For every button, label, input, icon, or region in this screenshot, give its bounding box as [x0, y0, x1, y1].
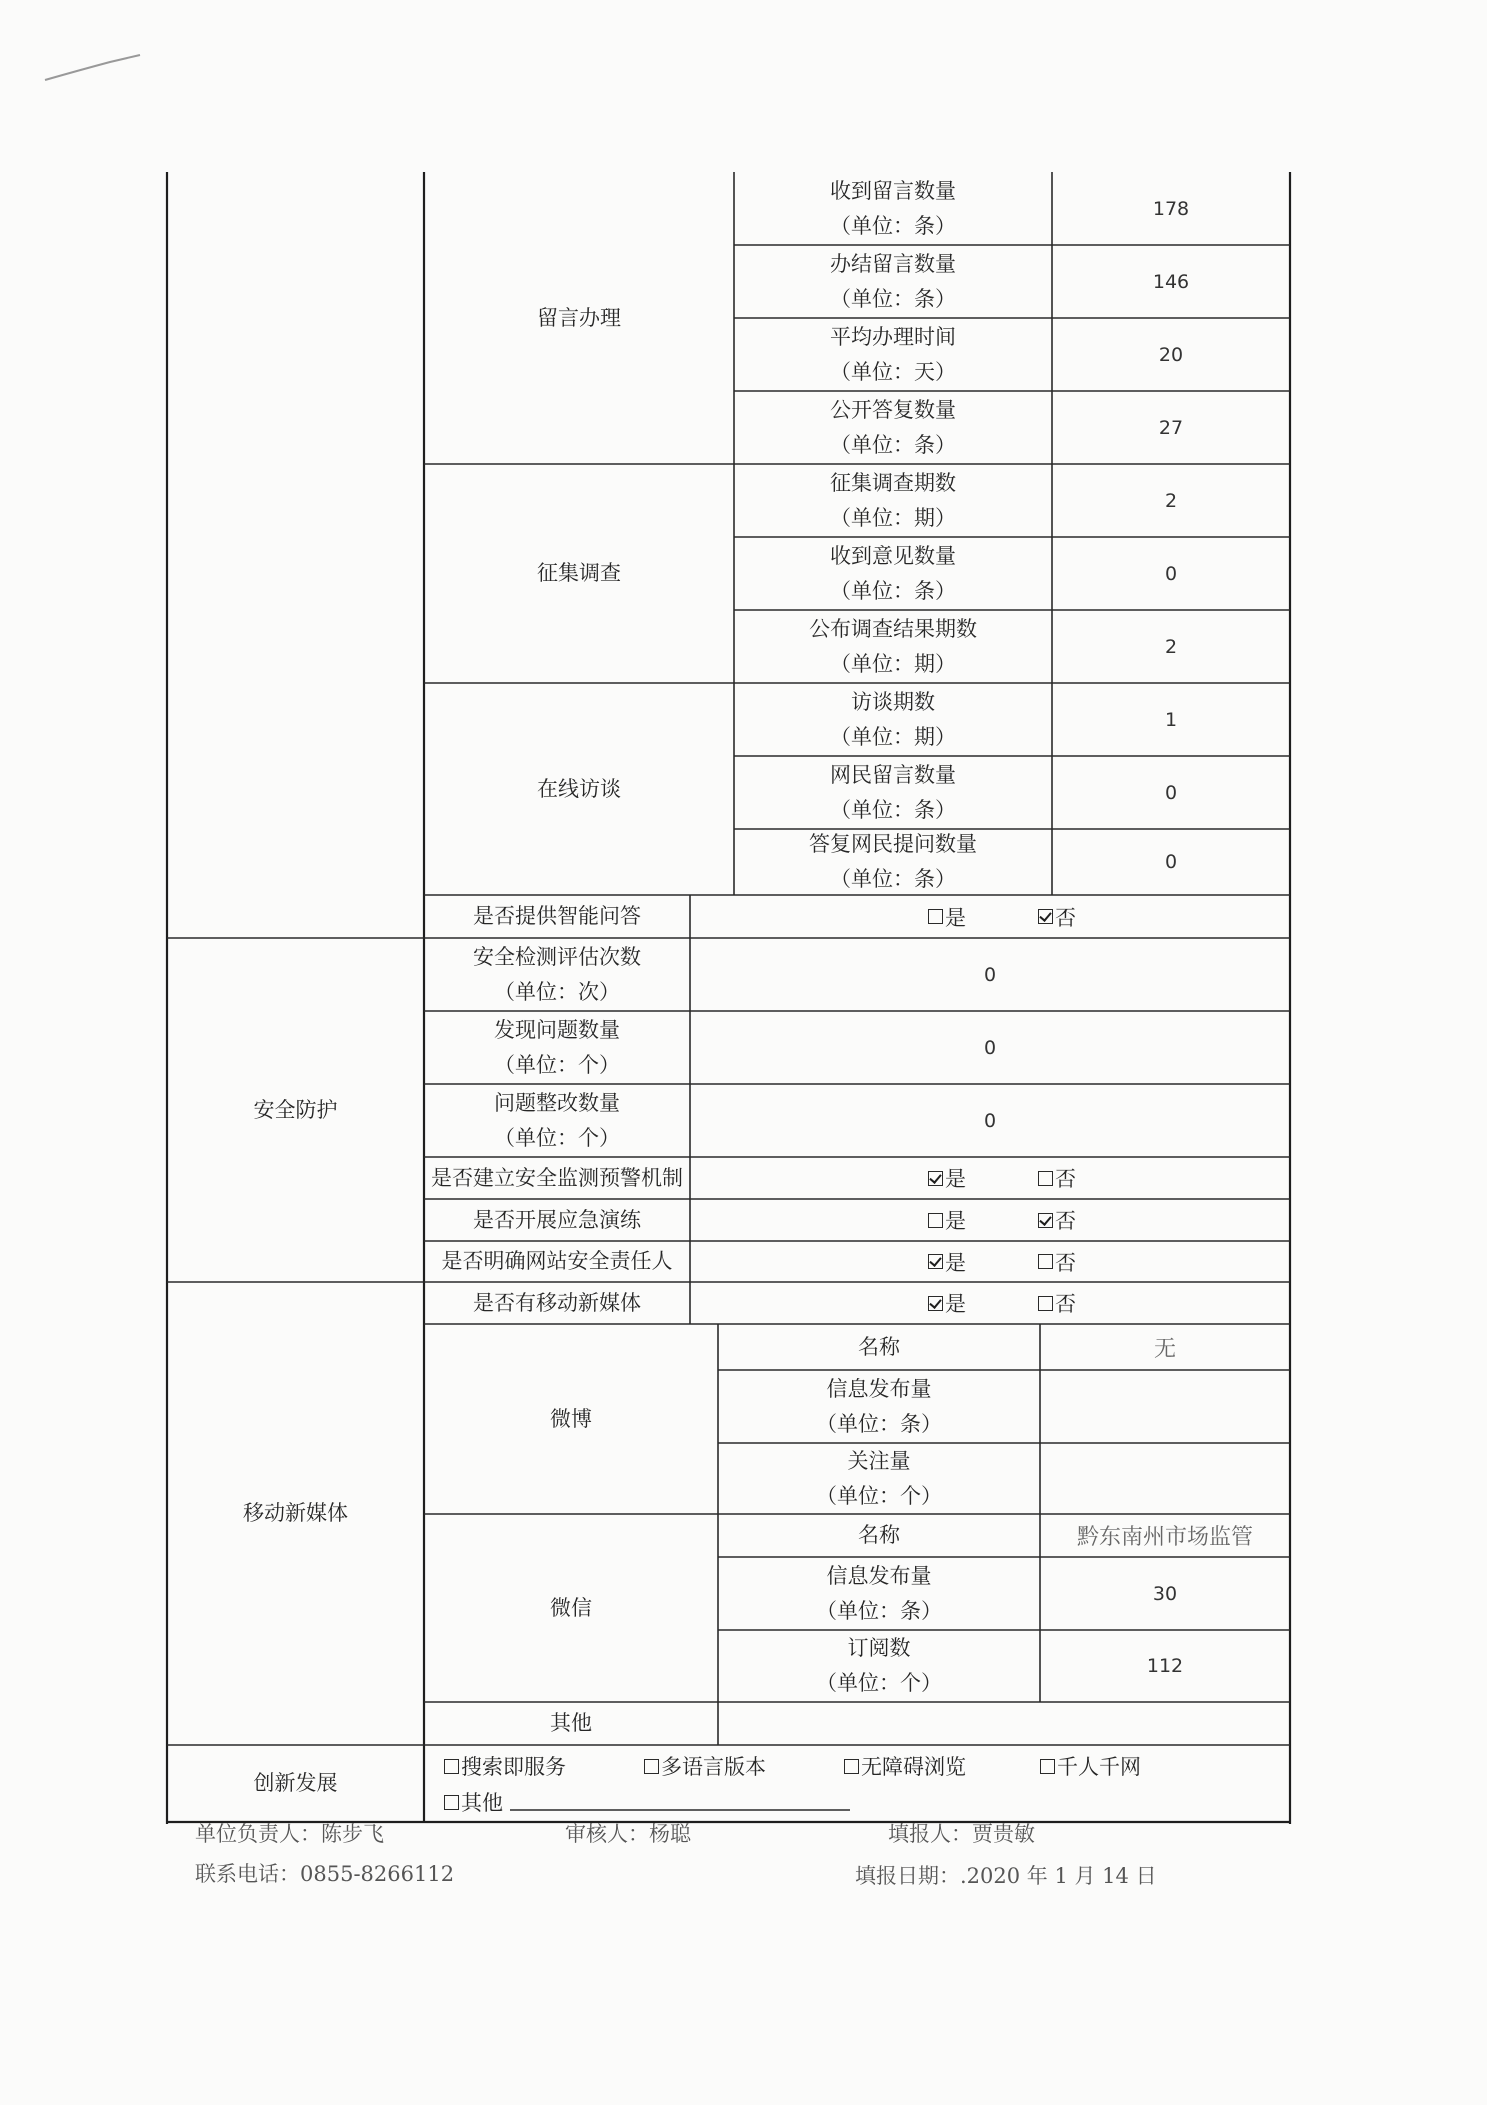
- label-wechat-posts: 信息发布量 （单位：条）: [816, 1563, 942, 1623]
- value-issues-found: 0: [983, 1036, 997, 1059]
- label-completed-messages: 办结留言数量 （单位：条）: [830, 251, 956, 311]
- checkbox-icon: [1040, 1759, 1055, 1774]
- value-weibo-name: 无: [1153, 1336, 1176, 1362]
- label-smart-qa: 是否提供智能问答: [473, 904, 641, 928]
- checked-box-icon: [928, 1296, 943, 1311]
- group-online-interview: 在线访谈: [537, 776, 621, 801]
- checkbox-icon: [1038, 1296, 1053, 1311]
- option-personalized-web[interactable]: 千人千网: [1040, 1751, 1141, 1781]
- value-wechat-posts: 30: [1152, 1582, 1178, 1605]
- value-completed-messages: 146: [1152, 270, 1190, 293]
- responsible-no[interactable]: 否: [1038, 1247, 1076, 1277]
- value-avg-handling-time: 20: [1158, 343, 1184, 366]
- mobile-yes[interactable]: 是: [928, 1288, 966, 1318]
- footer-date: 填报日期：.2020 年 1 月 14 日: [855, 1864, 1157, 1888]
- group-survey: 征集调查: [537, 561, 621, 585]
- value-weibo-followers: [1040, 1443, 1290, 1514]
- checkbox-icon: [844, 1759, 859, 1774]
- label-wechat-name: 名称: [858, 1523, 900, 1547]
- label-security-responsible: 是否明确网站安全责任人: [441, 1249, 673, 1273]
- label-has-mobile-media: 是否有移动新媒体: [473, 1290, 641, 1315]
- value-received-messages: 178: [1152, 197, 1190, 220]
- label-weibo-followers: 关注量 （单位：个）: [816, 1448, 942, 1508]
- label-weibo-name: 名称: [858, 1334, 900, 1359]
- label-weibo-posts: 信息发布量 （单位：条）: [816, 1376, 942, 1436]
- value-wechat-name: 黔东南州市场监管: [1076, 1525, 1253, 1550]
- label-interview-periods: 访谈期数 （单位：期）: [830, 689, 956, 749]
- responsible-yes[interactable]: 是: [928, 1247, 966, 1277]
- drill-yes[interactable]: 是: [928, 1205, 966, 1235]
- innovation-options: [424, 1745, 1290, 1822]
- drill-no[interactable]: 否: [1038, 1205, 1076, 1235]
- smart-qa-yes[interactable]: 是: [928, 902, 966, 932]
- value-security-assessments: 0: [983, 963, 997, 986]
- footer-filler: 填报人：贾贵敏: [888, 1822, 1035, 1846]
- label-security-assessments: 安全检测评估次数 （单位：次）: [473, 944, 641, 1004]
- value-wechat-subscribers: 112: [1146, 1655, 1184, 1677]
- value-opinions-received: 0: [1164, 562, 1178, 585]
- label-netizen-replies: 答复网民提问数量 （单位：条）: [809, 832, 977, 891]
- label-survey-periods: 征集调查期数 （单位：期）: [830, 470, 956, 530]
- section-innovation: 创新发展: [253, 1771, 338, 1795]
- option-accessibility[interactable]: 无障碍浏览: [844, 1751, 966, 1781]
- label-monitoring-mechanism: 是否建立安全监测预警机制: [431, 1165, 683, 1190]
- label-avg-handling-time: 平均办理时间 （单位：天）: [830, 324, 956, 384]
- value-netizen-replies: 0: [1164, 851, 1178, 873]
- value-interview-periods: 1: [1164, 708, 1178, 731]
- checkbox-icon: [444, 1759, 459, 1774]
- checkbox-icon: [444, 1795, 459, 1810]
- value-netizen-messages: 0: [1164, 781, 1178, 804]
- has-mobile-media-options: [690, 1282, 1290, 1324]
- label-issues-fixed: 问题整改数量 （单位：个）: [494, 1090, 620, 1150]
- section-security: 安全防护: [253, 1097, 338, 1122]
- footer-leader: 单位负责人：陈步飞: [195, 1822, 384, 1846]
- label-received-messages: 收到留言数量 （单位：条）: [830, 178, 956, 238]
- footer-reviewer: 审核人：杨聪: [565, 1822, 691, 1846]
- footer-phone: 联系电话：0855-8266112: [195, 1862, 455, 1886]
- value-weibo-posts: [1040, 1370, 1290, 1443]
- smart-qa-no[interactable]: 否: [1038, 902, 1076, 932]
- mobile-no[interactable]: 否: [1038, 1288, 1076, 1318]
- section-mobile-media: 移动新媒体: [243, 1501, 348, 1525]
- option-multilingual[interactable]: 多语言版本: [644, 1751, 766, 1781]
- value-survey-periods: 2: [1164, 489, 1178, 512]
- monitoring-no[interactable]: 否: [1038, 1163, 1076, 1193]
- group-weibo: 微博: [550, 1406, 592, 1431]
- label-mobile-other: 其他: [550, 1711, 592, 1735]
- label-issues-found: 发现问题数量 （单位：个）: [494, 1017, 620, 1077]
- group-message-handling: 留言办理: [537, 305, 621, 330]
- value-mobile-other: [718, 1702, 1290, 1745]
- label-survey-results-published: 公布调查结果期数 （单位：期）: [809, 616, 977, 676]
- option-other[interactable]: 其他: [444, 1787, 503, 1817]
- label-opinions-received: 收到意见数量 （单位：条）: [830, 543, 956, 603]
- label-netizen-messages: 网民留言数量 （单位：条）: [830, 762, 956, 822]
- group-wechat: 微信: [550, 1595, 592, 1620]
- option-search-as-service[interactable]: 搜索即服务: [444, 1751, 566, 1781]
- label-public-replies: 公开答复数量 （单位：条）: [830, 397, 956, 457]
- value-survey-results-published: 2: [1164, 635, 1178, 658]
- value-issues-fixed: 0: [983, 1109, 997, 1132]
- checkbox-icon: [644, 1759, 659, 1774]
- value-public-replies: 27: [1158, 416, 1184, 439]
- label-wechat-subscribers: 订阅数 （单位：个）: [816, 1636, 942, 1695]
- label-emergency-drill: 是否开展应急演练: [473, 1207, 641, 1232]
- monitoring-yes[interactable]: 是: [928, 1163, 966, 1193]
